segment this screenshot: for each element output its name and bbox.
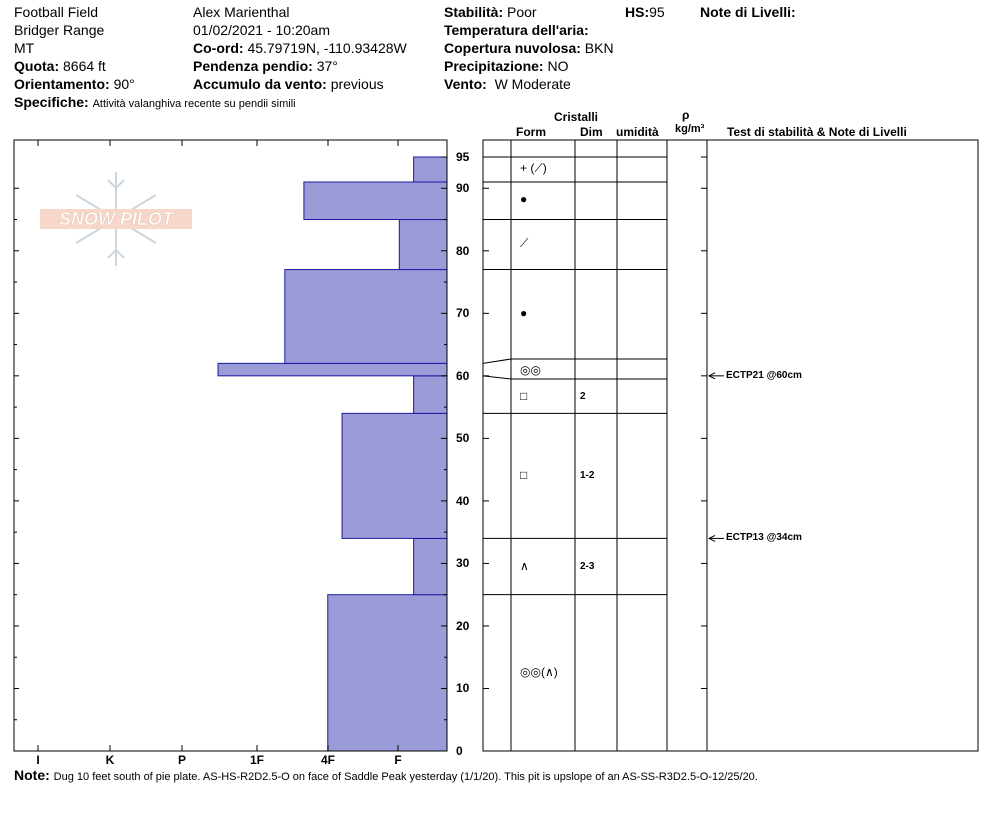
hardness-label: F [394, 753, 402, 767]
state-name: MT [14, 40, 35, 56]
stability-label: Stabilità: [444, 4, 504, 20]
grain-size: 1-2 [580, 470, 595, 481]
layer-connector [483, 359, 511, 363]
observer-name: Alex Marienthal [193, 4, 290, 20]
y-tick-label: 70 [456, 306, 470, 321]
density-symbol: ρ [682, 108, 690, 122]
precip-value: NO [547, 58, 569, 74]
hardness-bar [399, 220, 447, 270]
y-tick-label: 20 [456, 618, 470, 633]
wind-value: W Moderate [494, 76, 571, 92]
hardness-label: I [36, 753, 40, 767]
aspect-value: 90° [113, 76, 135, 92]
grain-form: + (⟋) [520, 161, 547, 175]
hs-label: HS: [625, 4, 650, 20]
hardness-bar [328, 595, 447, 751]
specifics-value: Attività valanghiva recente su pendii simili [92, 98, 296, 110]
y-tick-label: 60 [456, 368, 470, 383]
hardness-bar [304, 182, 447, 220]
aspect-label: Orientamento: [14, 76, 110, 92]
grain-form: ● [520, 306, 528, 320]
y-tick-label: 90 [456, 181, 470, 196]
stability-test-label: ECTP21 @60cm [726, 369, 802, 381]
form-header: Form [516, 125, 546, 139]
cloud-value: BKN [584, 40, 614, 56]
hardness-bar [414, 376, 447, 414]
grain-form: ⟋ [520, 236, 529, 250]
hardness-bar [285, 270, 447, 364]
y-tick-label: 40 [456, 493, 470, 508]
hardness-label: K [105, 753, 115, 767]
layer-connector [483, 376, 511, 379]
hardness-bar [414, 538, 447, 594]
y-tick-label: 80 [456, 243, 470, 258]
hs-value: 95 [649, 4, 665, 20]
specifics-label: Specifiche: [14, 94, 89, 110]
note [14, 767, 758, 785]
y-tick-label: 0 [456, 744, 463, 758]
grain-form: □ [520, 389, 528, 403]
slope-label: Pendenza pendio: [193, 58, 313, 74]
note-text: Dug 10 feet south of pie plate. AS-HS-R2D2.5-O on face of Saddle Peak yesterday (1/1/20). This pit is upslope of an AS-SS-R3D2.5-O-12/25/20. [53, 771, 758, 783]
hardness-bar [414, 157, 447, 182]
wind-loading-value: previous [330, 76, 384, 92]
slope-value: 37° [316, 58, 338, 74]
dim-header: Dim [580, 125, 603, 139]
precip-label: Precipitazione: [444, 58, 544, 74]
grain-size: 2-3 [580, 561, 595, 572]
wind-loading-label: Accumulo da vento: [193, 76, 327, 92]
layer-table-frame [483, 140, 978, 751]
elevation-label: Quota: [14, 58, 60, 74]
y-tick-label: 50 [456, 431, 470, 446]
moisture-header: umidità [616, 125, 659, 139]
density-unit: kg/m³ [675, 123, 705, 135]
stability-test-label: ECTP13 @34cm [726, 532, 802, 544]
elevation-value: 8664 ft [63, 58, 106, 74]
location-name: Football Field [14, 4, 99, 20]
grain-form: ∧ [520, 559, 529, 573]
coordinates-value: 45.79719N, -110.93428W [247, 40, 407, 56]
grain-form: ● [520, 192, 528, 206]
tests-header: Test di stabilità & Note di Livelli [727, 125, 907, 139]
y-tick-label: 95 [456, 150, 470, 164]
wind-label: Vento: [444, 76, 487, 92]
grain-form: ◎◎ [520, 363, 541, 377]
observation-datetime: 01/02/2021 - 10:20am [193, 22, 330, 38]
hardness-label: 4F [320, 753, 335, 767]
cloud-label: Copertura nuvolosa: [444, 40, 581, 56]
y-tick-label: 30 [456, 556, 470, 571]
snow-pilot-logo [40, 172, 192, 266]
crystals-header: Cristalli [554, 110, 599, 124]
layer-notes-label: Note di Livelli: [700, 4, 796, 20]
hardness-label: P [177, 753, 186, 767]
grain-form: ◎◎(∧) [520, 665, 558, 679]
air-temp-label: Temperatura dell'aria: [444, 22, 589, 38]
logo-text: SNOW PILOT [59, 209, 173, 229]
grain-form: □ [520, 468, 528, 482]
note-label: Note: [14, 767, 50, 783]
coordinates-label: Co-ord: [193, 40, 244, 56]
stability-value: Poor [507, 4, 537, 20]
hardness-bar [342, 413, 447, 538]
y-tick-label: 10 [456, 681, 470, 696]
hardness-label: 1F [249, 753, 264, 767]
range-name: Bridger Range [14, 22, 105, 38]
grain-size: 2 [580, 391, 586, 402]
hardness-bar [218, 363, 447, 376]
